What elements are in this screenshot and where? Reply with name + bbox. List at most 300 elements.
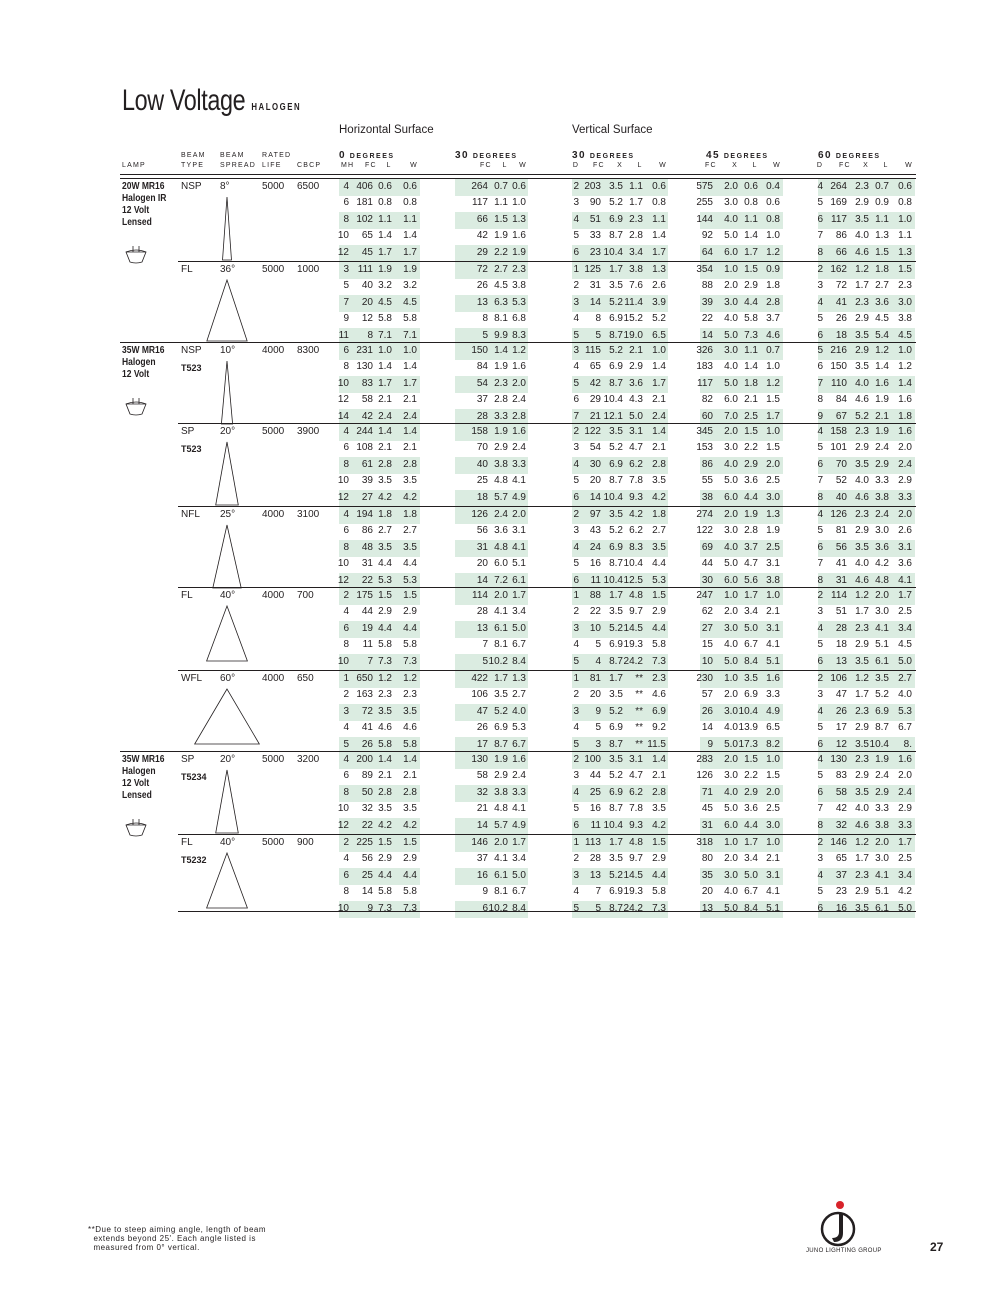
cell-w: 1.0 bbox=[512, 197, 526, 209]
cell-w: 3.4 bbox=[898, 622, 912, 634]
beam-spread-header-1: BEAM bbox=[220, 152, 245, 159]
cell-x: 2.0 bbox=[724, 426, 738, 437]
cell-d: 4 bbox=[573, 458, 579, 470]
cell-w: 4.4 bbox=[403, 558, 417, 570]
cell-x: 2.3 bbox=[855, 181, 869, 192]
cell-d: 2 bbox=[573, 853, 579, 865]
cell-fc: 27 bbox=[361, 491, 373, 503]
cell-d: 5 bbox=[817, 639, 823, 651]
cell-d: 5 bbox=[817, 345, 823, 356]
cell-x: 4.6 bbox=[855, 394, 869, 406]
cell-x: 1.7 bbox=[855, 689, 869, 701]
cell-x: 4.0 bbox=[724, 639, 738, 651]
cell-mh: 2 bbox=[343, 689, 349, 701]
cell-x: 2.0 bbox=[724, 689, 738, 701]
cell-l: 12.5 bbox=[623, 574, 643, 586]
cell-w: 5.3 bbox=[652, 574, 666, 586]
cell-fc: 43 bbox=[589, 525, 601, 537]
cell-mh: 4 bbox=[343, 509, 349, 520]
beam-type: WFL bbox=[181, 673, 203, 684]
cell-w: 2.0 bbox=[512, 509, 526, 520]
cell-fc: 102 bbox=[356, 213, 373, 225]
cell-x: 1.2 bbox=[855, 264, 869, 275]
cell-fc: 4 bbox=[595, 655, 601, 667]
cell-l: 1.2 bbox=[378, 673, 392, 684]
cell-x: 1.2 bbox=[855, 837, 869, 848]
cell-w: 6.7 bbox=[512, 738, 526, 750]
cell-d: 3 bbox=[817, 853, 823, 865]
cell-fc: 11 bbox=[362, 639, 373, 651]
subcol-header: FC bbox=[593, 162, 605, 169]
cell-x: 6.9 bbox=[609, 213, 623, 225]
cell-w: 8.2 bbox=[766, 738, 780, 750]
cell-l: 4.4 bbox=[378, 558, 392, 570]
cell-w: 5.8 bbox=[403, 639, 417, 651]
cell-w: 5.3 bbox=[403, 574, 417, 586]
page-number: 27 bbox=[930, 1240, 944, 1254]
cell-l: 2.2 bbox=[744, 442, 758, 454]
cell-l: 4.2 bbox=[875, 558, 889, 570]
cell-fc: 62 bbox=[701, 606, 713, 618]
cell-fc: 70 bbox=[835, 458, 847, 470]
cell-d: 1 bbox=[573, 837, 579, 848]
cell-d: 6 bbox=[573, 246, 579, 258]
cell-fc: 32 bbox=[476, 786, 488, 798]
cell-w: 1.5 bbox=[652, 837, 666, 848]
cell-fc: 326 bbox=[696, 345, 713, 356]
cell-fc: 122 bbox=[696, 525, 713, 537]
cell-w: 4.9 bbox=[512, 491, 526, 503]
cell-x: 3.0 bbox=[724, 197, 738, 209]
cell-w: 2.5 bbox=[766, 475, 780, 487]
juno-logo bbox=[818, 1200, 858, 1253]
cell-mh: 8 bbox=[343, 213, 349, 225]
cell-l: 8.1 bbox=[494, 313, 508, 325]
cell-d: 3 bbox=[573, 296, 579, 308]
subcol-header: L bbox=[502, 162, 508, 169]
cell-w: 3.3 bbox=[512, 786, 526, 798]
cell-fc: 69 bbox=[701, 541, 713, 553]
cell-fc: 18 bbox=[835, 639, 847, 651]
cell-d: 5 bbox=[817, 770, 823, 782]
cell-l: 6.7 bbox=[744, 639, 758, 651]
cell-mh: 7 bbox=[343, 296, 349, 308]
cell-l: 2.7 bbox=[875, 280, 889, 292]
cell-w: 3.8 bbox=[898, 313, 912, 325]
table-row bbox=[0, 704, 1000, 721]
cell-x: 5.0 bbox=[724, 902, 738, 914]
cell-fc: 130 bbox=[356, 361, 373, 373]
cell-mh: 10 bbox=[337, 558, 349, 570]
cell-w: 8.3 bbox=[512, 329, 526, 341]
cell-fc: 28 bbox=[589, 853, 601, 865]
cell-mh: 6 bbox=[343, 525, 349, 537]
cell-x: 5.2 bbox=[609, 770, 623, 782]
cell-x: 5.0 bbox=[724, 230, 738, 242]
cell-w: 0.7 bbox=[766, 345, 780, 356]
cell-l: 3.6 bbox=[875, 296, 889, 308]
cell-x: 2.9 bbox=[855, 313, 869, 325]
subcol-header: W bbox=[519, 162, 527, 169]
cell-fc: 24 bbox=[589, 541, 601, 553]
cell-l: 1.5 bbox=[744, 426, 758, 437]
cell-x: 3.0 bbox=[724, 345, 738, 356]
cell-fc: 194 bbox=[356, 509, 373, 520]
cell-l: 4.8 bbox=[494, 475, 508, 487]
cell-fc: 81 bbox=[835, 525, 847, 537]
table-row bbox=[0, 473, 1000, 490]
cell-w: 5.3 bbox=[512, 722, 526, 734]
cbcp-header: CBCP bbox=[297, 162, 322, 169]
cell-x: 6.0 bbox=[724, 491, 738, 503]
cell-fc: 41 bbox=[835, 296, 847, 308]
cell-fc: 7 bbox=[367, 655, 373, 667]
cell-l: 1.7 bbox=[378, 246, 392, 258]
cell-w: 6.1 bbox=[512, 574, 526, 586]
cell-l: 8.7 bbox=[875, 722, 889, 734]
cell-l: 1.0 bbox=[378, 345, 392, 356]
rated-life-header-2: LIFE bbox=[262, 162, 282, 169]
lamp-header: LAMP bbox=[122, 162, 146, 169]
cell-x: 1.2 bbox=[855, 673, 869, 684]
cell-l: 3.5 bbox=[494, 689, 508, 701]
cell-d: 4 bbox=[817, 754, 823, 765]
cell-fc: 20 bbox=[701, 886, 713, 898]
beam-type: FL bbox=[181, 264, 193, 275]
cell-l: 7.6 bbox=[629, 280, 643, 292]
cell-l: 4.2 bbox=[629, 509, 643, 520]
cell-l: 1.6 bbox=[875, 377, 889, 389]
cell-l: ** bbox=[635, 738, 643, 750]
cell-l: 7.2 bbox=[494, 574, 508, 586]
cell-l: 1.4 bbox=[875, 361, 889, 373]
cell-w: 4.1 bbox=[512, 475, 526, 487]
cell-d: 1 bbox=[573, 590, 579, 601]
table-row bbox=[0, 588, 1000, 605]
cell-l: 3.4 bbox=[744, 606, 758, 618]
cell-x: 1.7 bbox=[609, 264, 623, 275]
cell-x: 8.7 bbox=[609, 902, 623, 914]
cell-d: 5 bbox=[817, 442, 823, 454]
mr16-lamp-icon bbox=[124, 397, 148, 417]
cell-w: 1.4 bbox=[652, 754, 666, 765]
cell-fc: 13 bbox=[476, 296, 488, 308]
cell-fc: 10 bbox=[701, 655, 713, 667]
cell-w: 4.4 bbox=[403, 869, 417, 881]
cell-l: 4.4 bbox=[744, 296, 758, 308]
cell-l: 1.7 bbox=[744, 837, 758, 848]
table-row bbox=[0, 262, 1000, 279]
table-row bbox=[0, 884, 1000, 901]
cell-fc: 8 bbox=[482, 313, 488, 325]
cell-x: 4.0 bbox=[724, 213, 738, 225]
cell-x: 2.3 bbox=[855, 869, 869, 881]
cell-x: 6.0 bbox=[724, 574, 738, 586]
cell-fc: 130 bbox=[830, 754, 847, 765]
cell-fc: 14 bbox=[701, 329, 713, 341]
cell-fc: 72 bbox=[835, 280, 847, 292]
cell-w: 6.7 bbox=[512, 886, 526, 898]
cell-x: 3.0 bbox=[724, 770, 738, 782]
cell-l: 1.9 bbox=[875, 426, 889, 437]
table-row bbox=[0, 851, 1000, 868]
cell-w: 1.4 bbox=[898, 377, 912, 389]
subcol-header: X bbox=[617, 162, 623, 169]
cell-fc: 72 bbox=[476, 264, 488, 275]
cell-x: 2.9 bbox=[855, 442, 869, 454]
cell-l: 9.3 bbox=[629, 491, 643, 503]
cell-w: 1.6 bbox=[512, 361, 526, 373]
cell-fc: 81 bbox=[589, 673, 601, 684]
cell-fc: 32 bbox=[835, 819, 847, 831]
cell-l: 6.2 bbox=[629, 458, 643, 470]
cell-x: 8.7 bbox=[609, 803, 623, 815]
table-row bbox=[0, 311, 1000, 328]
cell-w: 2.6 bbox=[898, 525, 912, 537]
cell-w: 2.8 bbox=[652, 458, 666, 470]
cell-l: 1.5 bbox=[744, 264, 758, 275]
cell-mh: 8 bbox=[343, 639, 349, 651]
subcol-header: W bbox=[905, 162, 913, 169]
cell-w: 2.9 bbox=[652, 606, 666, 618]
cell-fc: 19 bbox=[361, 622, 373, 634]
cell-fc: 14 bbox=[476, 574, 488, 586]
cell-d: 7 bbox=[817, 230, 823, 242]
cell-fc: 48 bbox=[361, 541, 373, 553]
cell-l: 1.9 bbox=[378, 264, 392, 275]
cell-l: 2.8 bbox=[494, 394, 508, 406]
cell-l: ** bbox=[635, 689, 643, 701]
cell-fc: 30 bbox=[589, 458, 601, 470]
cell-fc: 33 bbox=[589, 230, 601, 242]
cell-w: 3.7 bbox=[766, 313, 780, 325]
cell-w: 2.3 bbox=[512, 264, 526, 275]
cbcp-value: 900 bbox=[297, 837, 314, 848]
cell-l: 2.1 bbox=[378, 394, 392, 406]
cell-mh: 6 bbox=[343, 869, 349, 881]
cell-fc: 264 bbox=[830, 181, 847, 192]
cell-l: 19.3 bbox=[623, 886, 643, 898]
cell-l: 3.2 bbox=[378, 280, 392, 292]
cell-x: 5.2 bbox=[609, 197, 623, 209]
cell-x: 3.5 bbox=[609, 606, 623, 618]
cell-w: 1.3 bbox=[512, 213, 526, 225]
cell-l: 9.3 bbox=[629, 819, 643, 831]
cell-fc: 47 bbox=[835, 689, 847, 701]
cell-w: 7.3 bbox=[652, 655, 666, 667]
cell-l: 3.5 bbox=[875, 673, 889, 684]
cell-l: 1.7 bbox=[744, 246, 758, 258]
cell-fc: 80 bbox=[701, 853, 713, 865]
cell-fc: 5 bbox=[595, 329, 601, 341]
cell-fc: 31 bbox=[589, 280, 601, 292]
cell-fc: 30 bbox=[701, 574, 713, 586]
cell-fc: 26 bbox=[701, 705, 713, 717]
cell-w: 5.8 bbox=[403, 886, 417, 898]
cell-fc: 106 bbox=[471, 689, 488, 701]
cell-w: 1.8 bbox=[652, 509, 666, 520]
table-bottom-rule bbox=[178, 911, 916, 912]
cell-fc: 29 bbox=[589, 394, 601, 406]
cell-w: 3.3 bbox=[766, 689, 780, 701]
cell-fc: 37 bbox=[835, 869, 847, 881]
cell-l: 11.4 bbox=[624, 296, 643, 308]
cell-x: 8.7 bbox=[609, 655, 623, 667]
cell-l: 5.8 bbox=[378, 313, 392, 325]
cell-l: 4.1 bbox=[494, 853, 508, 865]
cell-l: 2.9 bbox=[378, 606, 392, 618]
cell-x: 6.9 bbox=[609, 541, 623, 553]
cell-fc: 39 bbox=[701, 296, 713, 308]
table-row bbox=[0, 245, 1000, 262]
cell-fc: 200 bbox=[356, 754, 373, 765]
cell-fc: 106 bbox=[830, 673, 847, 684]
cell-w: 1.9 bbox=[512, 246, 526, 258]
subcol-header: W bbox=[659, 162, 667, 169]
cell-mh: 4 bbox=[343, 181, 349, 192]
cell-l: 3.5 bbox=[744, 673, 758, 684]
cell-fc: 84 bbox=[476, 361, 488, 373]
cell-d: 3 bbox=[573, 197, 579, 209]
cell-x: 7.0 bbox=[724, 410, 738, 422]
cell-w: 4.2 bbox=[652, 819, 666, 831]
cell-w: 4.5 bbox=[898, 639, 912, 651]
cell-l: 1.9 bbox=[494, 426, 508, 437]
cell-fc: 14 bbox=[476, 819, 488, 831]
cell-l: 5.8 bbox=[378, 738, 392, 750]
cell-l: 6.1 bbox=[494, 869, 508, 881]
beam-type: NFL bbox=[181, 509, 200, 520]
cell-fc: 114 bbox=[472, 590, 488, 601]
cell-l: 3.5 bbox=[378, 803, 392, 815]
lamp-name-line: Lensed bbox=[122, 790, 152, 801]
cell-w: 1.0 bbox=[766, 837, 780, 848]
cell-fc: 183 bbox=[696, 361, 713, 373]
cell-x: 4.0 bbox=[724, 886, 738, 898]
cell-fc: 5 bbox=[595, 902, 601, 914]
cell-x: 6.9 bbox=[609, 361, 623, 373]
cell-l: 2.9 bbox=[744, 280, 758, 292]
cell-w: 5.3 bbox=[898, 705, 912, 717]
beam-spread: 20° bbox=[220, 426, 236, 437]
cell-l: 3.0 bbox=[875, 525, 889, 537]
beam-spread-diagram bbox=[182, 279, 272, 345]
cell-fc: 318 bbox=[696, 837, 713, 848]
cell-x: 2.0 bbox=[724, 509, 738, 520]
cell-l: 5.7 bbox=[494, 819, 508, 831]
cell-w: 3.1 bbox=[766, 869, 780, 881]
cell-w: 2.4 bbox=[512, 394, 526, 406]
mr16-lensed-lamp-icon bbox=[124, 245, 148, 265]
cell-l: 4.3 bbox=[629, 394, 643, 406]
cell-w: 1.8 bbox=[766, 280, 780, 292]
cell-l: 1.9 bbox=[494, 754, 508, 765]
cell-fc: 20 bbox=[361, 296, 373, 308]
cell-w: 4.2 bbox=[898, 886, 912, 898]
rated-life: 5000 bbox=[262, 837, 285, 848]
cell-x: 3.0 bbox=[724, 705, 738, 717]
subcol-header: FC bbox=[480, 162, 492, 169]
cell-l: 24.2 bbox=[623, 655, 643, 667]
cell-w: 5.8 bbox=[403, 738, 417, 750]
cell-w: 3.1 bbox=[766, 622, 780, 634]
cell-fc: 169 bbox=[830, 197, 847, 209]
cell-l: 1.1 bbox=[494, 197, 508, 209]
cell-w: 1.3 bbox=[898, 246, 912, 258]
cell-w: 1.4 bbox=[403, 426, 417, 437]
cell-l: 10.4 bbox=[869, 738, 889, 750]
cell-fc: 38 bbox=[701, 491, 713, 503]
cbcp-value: 1000 bbox=[297, 264, 320, 275]
cell-w: 1.0 bbox=[766, 754, 780, 765]
table-row bbox=[0, 687, 1000, 704]
cell-d: 6 bbox=[817, 902, 823, 914]
cell-d: 7 bbox=[817, 803, 823, 815]
cell-l: 1.5 bbox=[378, 590, 392, 601]
cell-fc: 37 bbox=[476, 394, 488, 406]
cell-x: 6.9 bbox=[609, 313, 623, 325]
cell-w: 3.1 bbox=[766, 558, 780, 570]
cell-fc: 122 bbox=[584, 426, 601, 437]
cell-w: 2.1 bbox=[766, 606, 780, 618]
subcol-header: D bbox=[572, 162, 580, 169]
cell-l: 1.5 bbox=[744, 754, 758, 765]
cell-w: 2.9 bbox=[403, 606, 417, 618]
cell-x: 6.0 bbox=[724, 246, 738, 258]
cell-mh: 10 bbox=[337, 230, 349, 242]
cell-l: 0.7 bbox=[494, 181, 508, 192]
cell-w: 1.5 bbox=[403, 590, 417, 601]
cell-w: 0.8 bbox=[766, 213, 780, 225]
cell-fc: 60 bbox=[701, 410, 713, 422]
cell-w: 1.1 bbox=[403, 213, 417, 225]
cell-mh: 10 bbox=[337, 475, 349, 487]
footnote: **Due to steep aiming angle, length of beam extends beyond 25'. Each angle listed is measured from 0° vertical. bbox=[88, 1225, 267, 1252]
cell-l: 4.7 bbox=[744, 558, 758, 570]
cell-d: 1 bbox=[573, 673, 579, 684]
cell-fc: 11 bbox=[590, 819, 601, 831]
cell-x: 5.2 bbox=[609, 296, 623, 308]
rated-life: 4000 bbox=[262, 509, 285, 520]
cell-x: 3.5 bbox=[609, 509, 623, 520]
cell-fc: 7 bbox=[482, 639, 488, 651]
cell-fc: 44 bbox=[701, 558, 713, 570]
cell-fc: 5 bbox=[482, 329, 488, 341]
cell-fc: 18 bbox=[835, 329, 847, 341]
lamp-name bbox=[122, 181, 166, 229]
cell-l: 9.9 bbox=[494, 329, 508, 341]
beam-spread: 40° bbox=[220, 590, 236, 601]
cbcp-value: 3100 bbox=[297, 509, 320, 520]
cell-w: 1.1 bbox=[898, 230, 912, 242]
cell-x: 4.6 bbox=[855, 574, 869, 586]
cell-mh: 12 bbox=[337, 394, 349, 406]
table-row bbox=[0, 540, 1000, 557]
cell-w: 3.9 bbox=[652, 296, 666, 308]
cell-x: 8.7 bbox=[609, 558, 623, 570]
cell-fc: 92 bbox=[701, 230, 713, 242]
cell-w: 4.6 bbox=[766, 329, 780, 341]
cell-mh: 8 bbox=[343, 541, 349, 553]
cell-mh: 8 bbox=[343, 786, 349, 798]
cell-l: 1.2 bbox=[875, 345, 889, 356]
cell-w: 2.0 bbox=[766, 786, 780, 798]
cell-w: 1.2 bbox=[766, 246, 780, 258]
cell-d: 8 bbox=[817, 394, 823, 406]
cell-w: 2.9 bbox=[652, 853, 666, 865]
cell-mh: 9 bbox=[343, 313, 349, 325]
cbcp-value: 650 bbox=[297, 673, 314, 684]
